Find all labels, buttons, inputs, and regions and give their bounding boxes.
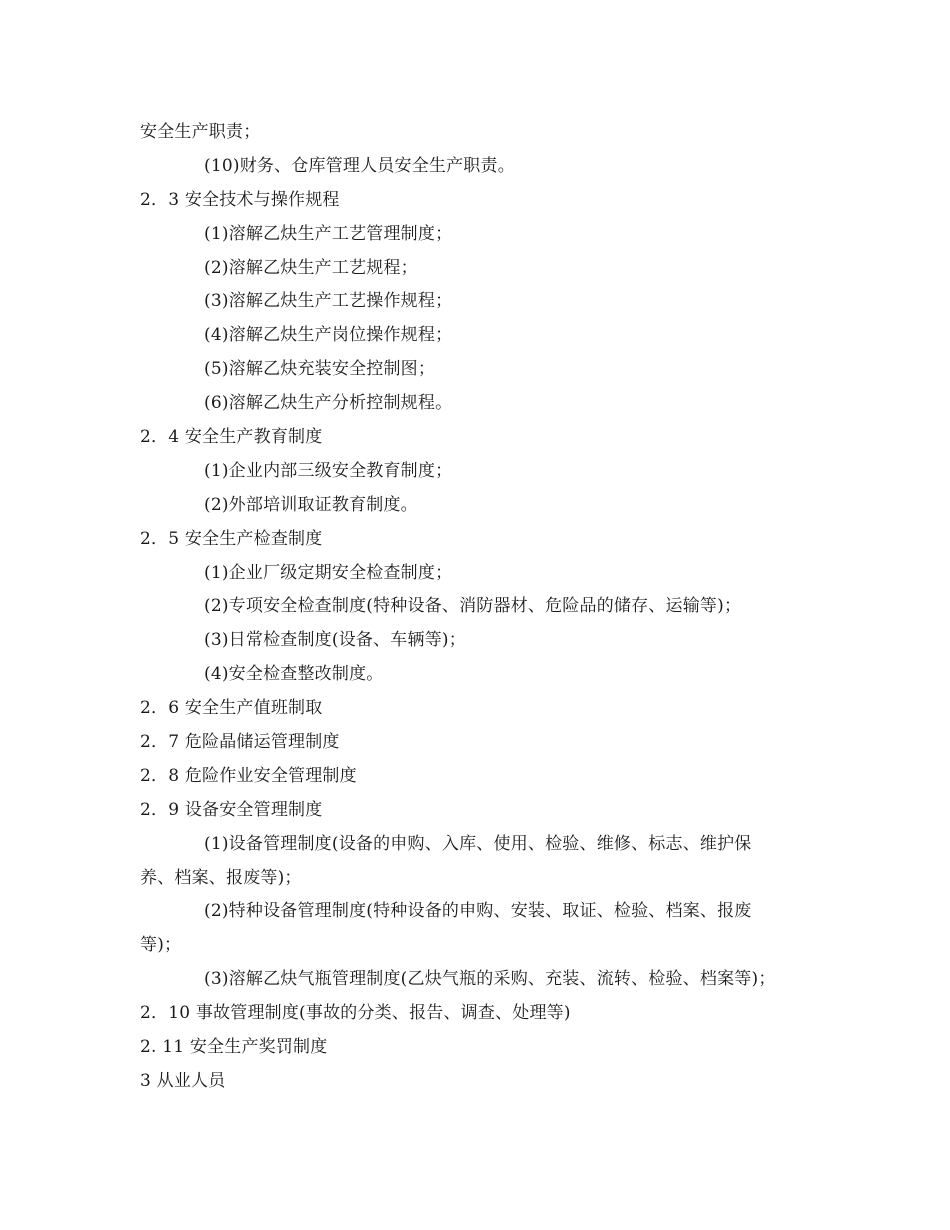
text-line: 2. 11 安全生产奖罚制度 xyxy=(140,1037,328,1058)
text-line: (1)溶解乙炔生产工艺管理制度； xyxy=(204,223,453,244)
text-line: 3 从业人员 xyxy=(140,1070,226,1091)
text-line: (3)日常检查制度(设备、车辆等)； xyxy=(204,630,466,651)
text-line: (1)企业厂级定期安全检查制度； xyxy=(204,562,453,583)
text-line: 2．6 安全生产值班制取 xyxy=(140,698,323,719)
text-line: 安全生产职责； xyxy=(140,122,261,142)
text-line: 2．10 事故管理制度(事故的分类、报告、调查、处理等) xyxy=(140,1003,571,1024)
text-line: (10)财务、仓库管理人员安全生产职责。 xyxy=(204,155,515,176)
text-line: (2)特种设备管理制度(特种设备的申购、安装、取证、检验、档案、报废 xyxy=(204,901,752,922)
document-body xyxy=(140,116,840,1099)
text-line: 2．9 设备安全管理制度 xyxy=(140,799,323,820)
text-line: (4)安全检查整改制度。 xyxy=(204,664,384,685)
text-line: 等)； xyxy=(140,935,182,956)
text-line: (4)溶解乙炔生产岗位操作规程； xyxy=(204,325,453,346)
text-line: (2)专项安全检查制度(特种设备、消防器材、危险品的储存、运输等)； xyxy=(204,596,742,617)
text-line: (2)外部培训取证教育制度。 xyxy=(204,494,418,515)
text-line: (5)溶解乙炔充装安全控制图； xyxy=(204,359,436,380)
text-line: 2．7 危险晶储运管理制度 xyxy=(140,732,340,753)
text-line: (3)溶解乙炔气瓶管理制度(乙炔气瓶的采购、充装、流转、检验、档案等)； xyxy=(204,969,776,990)
text-line: (3)溶解乙炔生产工艺操作规程； xyxy=(204,291,453,312)
text-line: (1)设备管理制度(设备的申购、入库、使用、检验、维修、标志、维护保 xyxy=(204,833,752,854)
text-line: 2．4 安全生产教育制度 xyxy=(140,427,323,448)
text-line: (1)企业内部三级安全教育制度； xyxy=(204,460,453,481)
text-line: 2．3 安全技术与操作规程 xyxy=(140,189,340,210)
text-line: (6)溶解乙炔生产分析控制规程。 xyxy=(204,393,453,414)
text-line: 2．8 危险作业安全管理制度 xyxy=(140,765,357,786)
text-line: (2)溶解乙炔生产工艺规程； xyxy=(204,257,418,278)
text-line: 2．5 安全生产检查制度 xyxy=(140,528,323,549)
text-line: 养、档案、报废等)； xyxy=(140,867,302,888)
